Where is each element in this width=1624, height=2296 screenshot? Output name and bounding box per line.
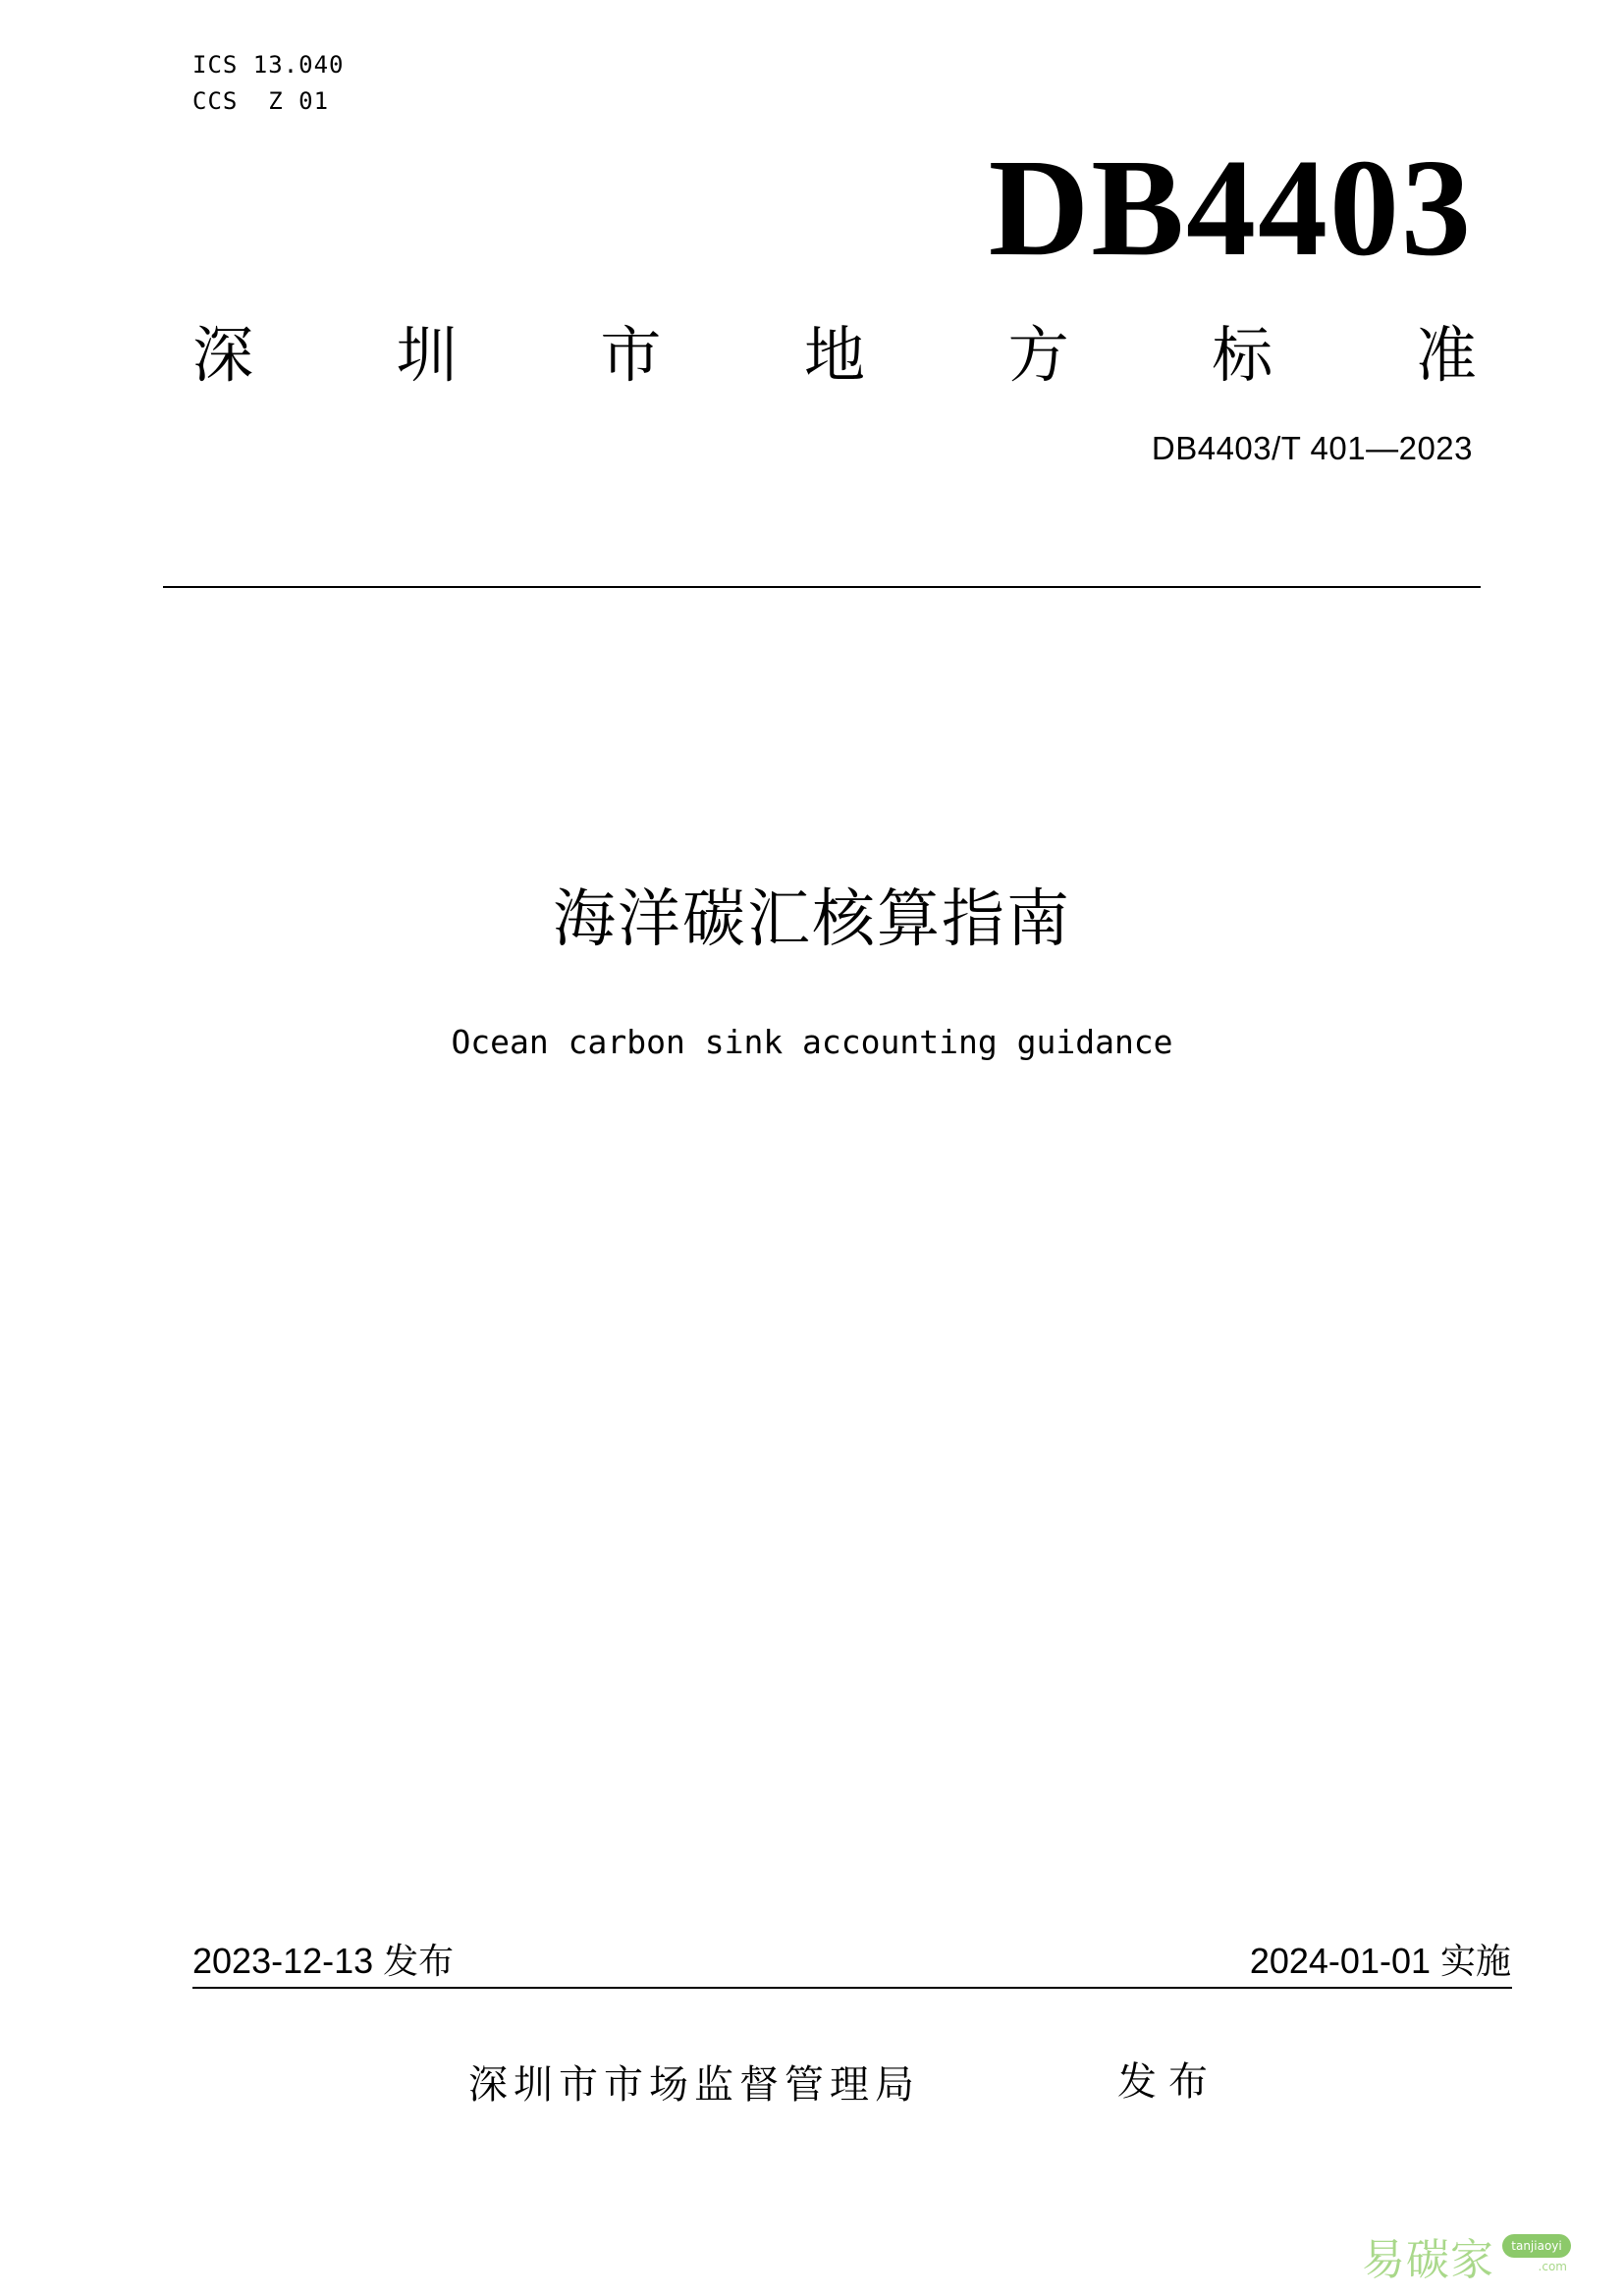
standard-code-heading: DB4403 [988,130,1473,285]
standard-type-heading [192,316,1477,395]
standard-type-char: 准 [1415,319,1477,391]
implementation-date: 2024-01-01 实施 [1249,1941,1511,1981]
standard-number: DB4403/T 401—2023 [1151,430,1473,466]
header-divider [163,586,1481,588]
watermark-badge-label: tanjiaoyi [1502,2234,1571,2258]
standard-type-char: 市 [600,319,662,391]
publish-date: 2023-12-13 发布 [192,1941,455,1981]
issued-label: 发布 [1117,2059,1219,2105]
watermark-badge [1500,2232,1573,2279]
issuing-authority: 深圳市市场监督管理局 [468,2062,920,2108]
watermark-logo [1362,2230,1573,2285]
standard-type-char: 深 [192,319,254,391]
ics-code: ICS 13.040 [192,51,345,79]
ccs-code: CCS Z 01 [192,87,330,115]
standard-type-char: 圳 [396,319,458,391]
standard-type-char: 方 [1007,319,1069,391]
document-title-chinese: 海洋碳汇核算指南 [553,883,1071,956]
standard-type-char: 标 [1212,319,1273,391]
footer-divider [192,1987,1512,1989]
watermark-suffix: .com [1538,2260,1567,2273]
watermark-text: 易碳家 [1362,2235,1494,2285]
document-title-english: Ocean carbon sink accounting guidance [451,1023,1173,1061]
standard-type-char: 地 [803,319,865,391]
